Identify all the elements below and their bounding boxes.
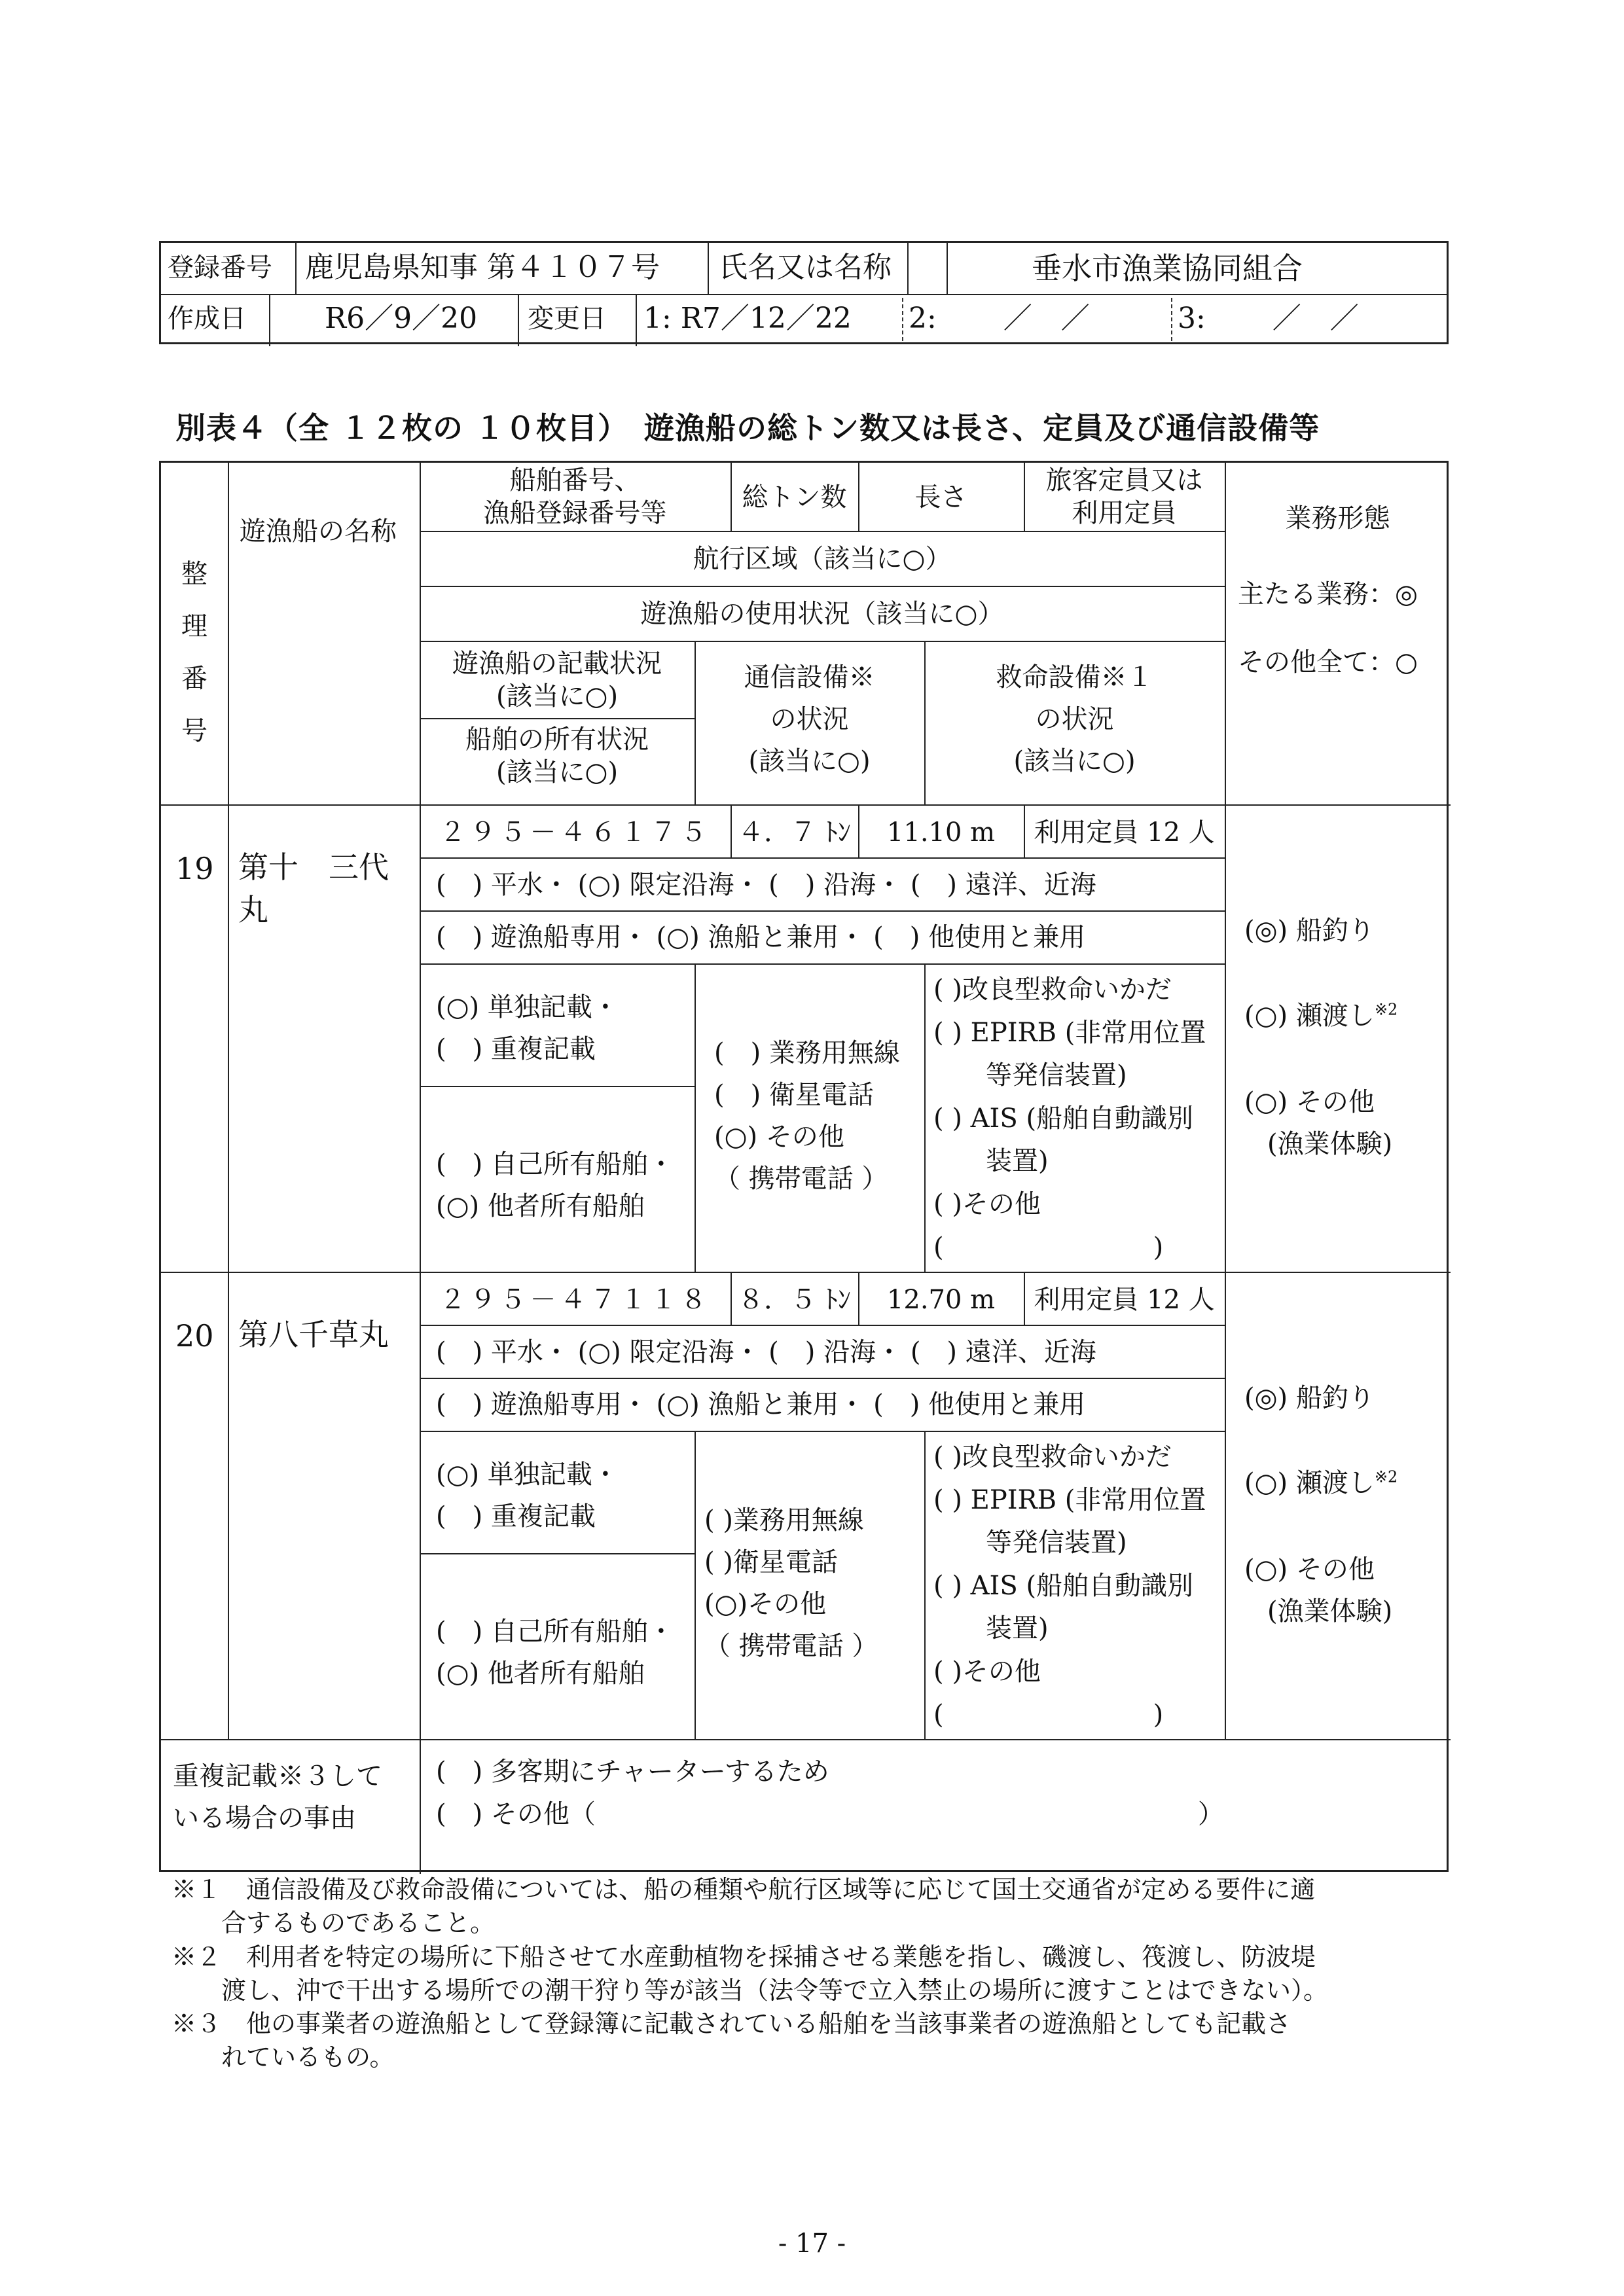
row-19-boat-name-2: 丸 xyxy=(238,892,268,927)
record-status-header: 遊漁船の記載状況 (該当に○) xyxy=(452,649,662,711)
row-20-business-seawatari: (○) 瀬渡し$^{※2}$ xyxy=(1244,1467,1398,1498)
row-19-owner-status: ( ) 自己所有船舶・ (○) 他者所有船舶 xyxy=(436,1149,674,1221)
footnotes: ※１ 通信設備及び救命設備については、船の種類や航行区域等に応じて国土交通省が定める要件に適 合するものであること。 ※２ 利用者を特定の場所に下船させて水産動植物を採捕させる業態を指し、磯渡し、筏渡し、防波堤 渡し、沖で干出する場所での潮干狩り等が該当（法令等で立入禁止の場所に渡すことはできない）。 ※３ 他の事業者の遊漁船として登録簿に記載されている船舶を当該事業者の遊漁船としても記載さ れているもの。 xyxy=(171,1875,1329,2072)
duplicate-reason-charter: ( ) 多客期にチャーターするため xyxy=(436,1757,829,1787)
created-label: 作成日 xyxy=(168,304,246,334)
name-value: 垂水市漁業協同組合 xyxy=(1032,251,1303,286)
created-value: R6／9／20 xyxy=(325,302,478,335)
capacity-header: 旅客定員又は 利用定員 xyxy=(1045,465,1203,528)
row-20-business-fishing: (◎) 船釣り xyxy=(1244,1383,1375,1413)
row-19-tonnage: ４．７ ﾄﾝ xyxy=(738,817,851,848)
header-table xyxy=(159,241,1449,344)
ship-number-header: 船舶番号、 漁船登録番号等 xyxy=(483,465,667,528)
length-header: 長さ xyxy=(914,482,967,512)
business-other-legend: その他全て：○ xyxy=(1238,647,1418,677)
row-20-number: 20 xyxy=(175,1318,214,1354)
row-19-usage: ( ) 遊漁船専用・ (○) 漁船と兼用・ ( ) 他使用と兼用 xyxy=(436,922,1086,952)
row-20-owner-status: ( ) 自己所有船舶・ (○) 他者所有船舶 xyxy=(436,1617,674,1689)
row-19-rescue-status: ( )改良型救命いかだ ( ) EPIRB (非常用位置 等発信装置) ( ) AIS (船舶自動識別 装置) ( )その他 ( ) xyxy=(933,975,1206,1263)
row-19-business-other-detail: (漁業体験) xyxy=(1267,1129,1393,1159)
row-20-boat-name: 第八千草丸 xyxy=(238,1317,389,1352)
row-20-ship-number: ２９５－４７１１８ xyxy=(439,1285,711,1315)
row-19-business-fishing: (◎) 船釣り xyxy=(1244,916,1375,946)
change-1: 1: R7／12／22 xyxy=(643,302,852,335)
reg-value: 鹿児島県知事 第４１０７号 xyxy=(305,251,660,284)
business-main-legend: 主たる業務：◎ xyxy=(1238,579,1418,609)
row-19-business-other: (○) その他 xyxy=(1244,1087,1375,1117)
boat-name-header: 遊漁船の名称 xyxy=(240,516,397,547)
row-20-length: 12.70 m xyxy=(886,1285,996,1315)
business-header: 業務形態 xyxy=(1285,503,1390,533)
row-19-business-seawatari: (○) 瀬渡し$^{※2}$ xyxy=(1244,1000,1398,1031)
duplicate-reason-other: ( ) その他（ ） xyxy=(436,1799,1224,1829)
row-20-rescue-status: ( )改良型救命いかだ ( ) EPIRB (非常用位置 等発信装置) ( ) AIS (船舶自動識別 装置) ( )その他 ( ) xyxy=(933,1442,1206,1730)
row-19-boat-name: 第十 三代 xyxy=(238,850,389,885)
reg-label: 登録番号 xyxy=(168,253,272,283)
row-20-business-other-detail: (漁業体験) xyxy=(1267,1596,1393,1626)
row-19-comm-status: ( ) 業務用無線 ( ) 衛星電話 (○) その他 （ 携帯電話 ） xyxy=(714,1038,900,1194)
row-19-length: 11.10 m xyxy=(886,817,996,848)
owner-status-header: 船舶の所有状況 (該当に○) xyxy=(465,725,649,787)
row-19-capacity: 利用定員 12 人 xyxy=(1034,817,1215,848)
comm-header: 通信設備※ の状況 (該当に○) xyxy=(744,662,875,776)
row-20-usage: ( ) 遊漁船専用・ (○) 漁船と兼用・ ( ) 他使用と兼用 xyxy=(436,1390,1086,1420)
rescue-header: 救命設備※１ の状況 (該当に○) xyxy=(996,662,1153,776)
area-header: 航行区域（該当に○） xyxy=(693,544,952,574)
row-20-comm-status: ( )業務用無線 ( )衛星電話 (○)その他 （ 携帯電話 ） xyxy=(704,1505,878,1661)
page-number: - 17 - xyxy=(778,2229,846,2259)
usage-header: 遊漁船の使用状況（該当に○） xyxy=(640,599,1004,629)
row-20-area: ( ) 平水・ (○) 限定沿海・ ( ) 沿海・ ( ) 遠洋、近海 xyxy=(436,1337,1096,1367)
vessel-table xyxy=(159,461,1449,1872)
row-19-number: 19 xyxy=(175,851,214,886)
row-20-business-other: (○) その他 xyxy=(1244,1554,1375,1585)
row-20-capacity: 利用定員 12 人 xyxy=(1034,1285,1215,1315)
row-20-record-status: (○) 単独記載・ ( ) 重複記載 xyxy=(436,1460,619,1532)
change-3: 3: ／ ／ xyxy=(1178,302,1359,335)
row-20-tonnage: ８．５ ﾄﾝ xyxy=(738,1285,851,1315)
row-19-area: ( ) 平水・ (○) 限定沿海・ ( ) 沿海・ ( ) 遠洋、近海 xyxy=(436,870,1096,900)
row-19-ship-number: ２９５－４６１７５ xyxy=(439,817,711,848)
name-label: 氏名又は名称 xyxy=(719,251,892,284)
changed-label: 変更日 xyxy=(528,304,606,334)
page-title: 別表４（全 １２枚の １０枚目） 遊漁船の総トン数又は長さ、定員及び通信設備等 xyxy=(175,410,1320,446)
duplicate-reason-label: 重複記載※３して いる場合の事由 xyxy=(173,1761,382,1833)
seiri-bango-label: 整 理 番 号 xyxy=(181,559,208,746)
change-2: 2: ／ ／ xyxy=(909,302,1090,335)
tonnage-header: 総トン数 xyxy=(742,482,847,512)
row-19-record-status: (○) 単独記載・ ( ) 重複記載 xyxy=(436,992,619,1064)
